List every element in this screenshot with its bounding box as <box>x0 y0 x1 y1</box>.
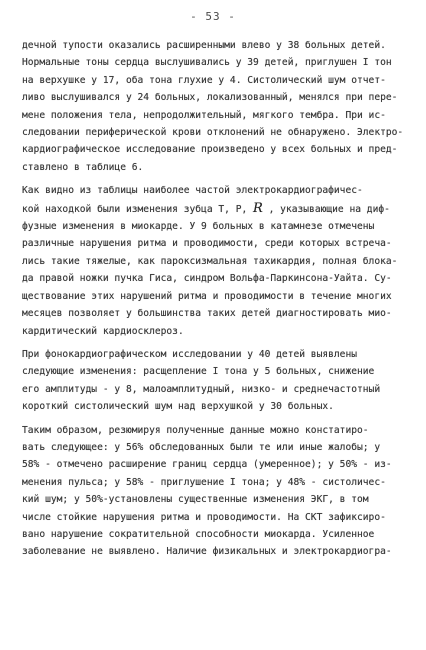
text-line: кардитический кардиосклероз. <box>22 325 184 337</box>
text-line: вано нарушение сократительной способности миокарда. Усиленное <box>22 528 375 540</box>
text-line: менения пульса; у 58% - приглушение I тона; у 48% - систоличес- <box>22 476 386 488</box>
paragraph <box>22 182 404 340</box>
text-line: следовании периферической крови отклонений не обнаружено. Электро- <box>22 127 404 139</box>
text-line: месяцев позволяет у большинства таких детей диагностировать мио- <box>22 308 392 320</box>
text-line: фузные изменения в миокарде. У 9 больных в катамнезе отмечены <box>22 221 375 233</box>
text-line: короткий систолический шум над верхушкой у 30 больных. <box>22 401 334 413</box>
text-line: его амплитуды - у 8, малоамплитудный, низко- и среднечастотный <box>22 383 381 395</box>
text-line: мене положения тела, непродолжительный, мягкого тембра. При ис- <box>22 109 386 121</box>
paragraph <box>22 37 404 176</box>
text-line: вать следующее: у 56% обследованных были те или иные жалобы; у <box>22 441 381 453</box>
text-line: ставлено в таблице 6. <box>22 161 144 173</box>
text-line: Таким образом, резюмируя полученные данные можно констатиро- <box>22 424 369 436</box>
handwritten-insert: R <box>253 200 263 216</box>
text-line: следующие изменения: расщепление I тона у 5 больных, снижение <box>22 366 375 378</box>
paragraph <box>22 346 404 416</box>
text-line: различные нарушения ритма и проводимости, среди которых встреча- <box>22 238 392 250</box>
text-line: ливо выслушивался у 24 больных, локализованный, менялся при пере- <box>22 92 398 104</box>
text-line: заболевание не выявлено. Наличие физикальных и электрокардиогра- <box>22 546 392 558</box>
text-line: числе стойкие нарушения ритма и проводимости. На СКТ зафиксиро- <box>22 511 386 523</box>
text-line: 58% - отмечено расширение границ сердца (умеренное); у 50% - из- <box>22 459 392 471</box>
text-line: ществование этих нарушений ритма и проводимости в течение многих <box>22 290 392 302</box>
text-line: При фонокардиографическом исследовании у 40 детей выявлены <box>22 348 358 360</box>
text-line: кой находкой были изменения зубца Т, Р, R , указывающие на диф- <box>22 200 390 216</box>
text-line: кардиографическое исследование произведено у всех больных и пред- <box>22 144 398 156</box>
document-body <box>22 37 404 561</box>
text-line: дечной тупости оказались расширенными влево у 38 больных детей. <box>22 40 386 51</box>
text-line: да правой ножки пучка Гиса, синдром Вольфа-Паркинсона-Уайта. Су- <box>22 273 392 285</box>
text-line: лись такие тяжелые, как пароксизмальная тахикардия, полная блока- <box>22 255 398 267</box>
paragraph <box>22 422 404 561</box>
text-line: Как видно из таблицы наиболее частой электрокардиографичес- <box>22 185 363 197</box>
text-line: кий шум; у 50%-установлены существенные изменения ЭКГ, в том <box>22 494 369 506</box>
text-line: на верхушке у 17, оба тона глухие у 4. Систолический шум отчет- <box>22 74 386 86</box>
text-line: Нормальные тоны сердца выслушивались у 39 детей, приглушен I тон <box>22 57 392 69</box>
page-number: - 53 - <box>190 10 236 23</box>
